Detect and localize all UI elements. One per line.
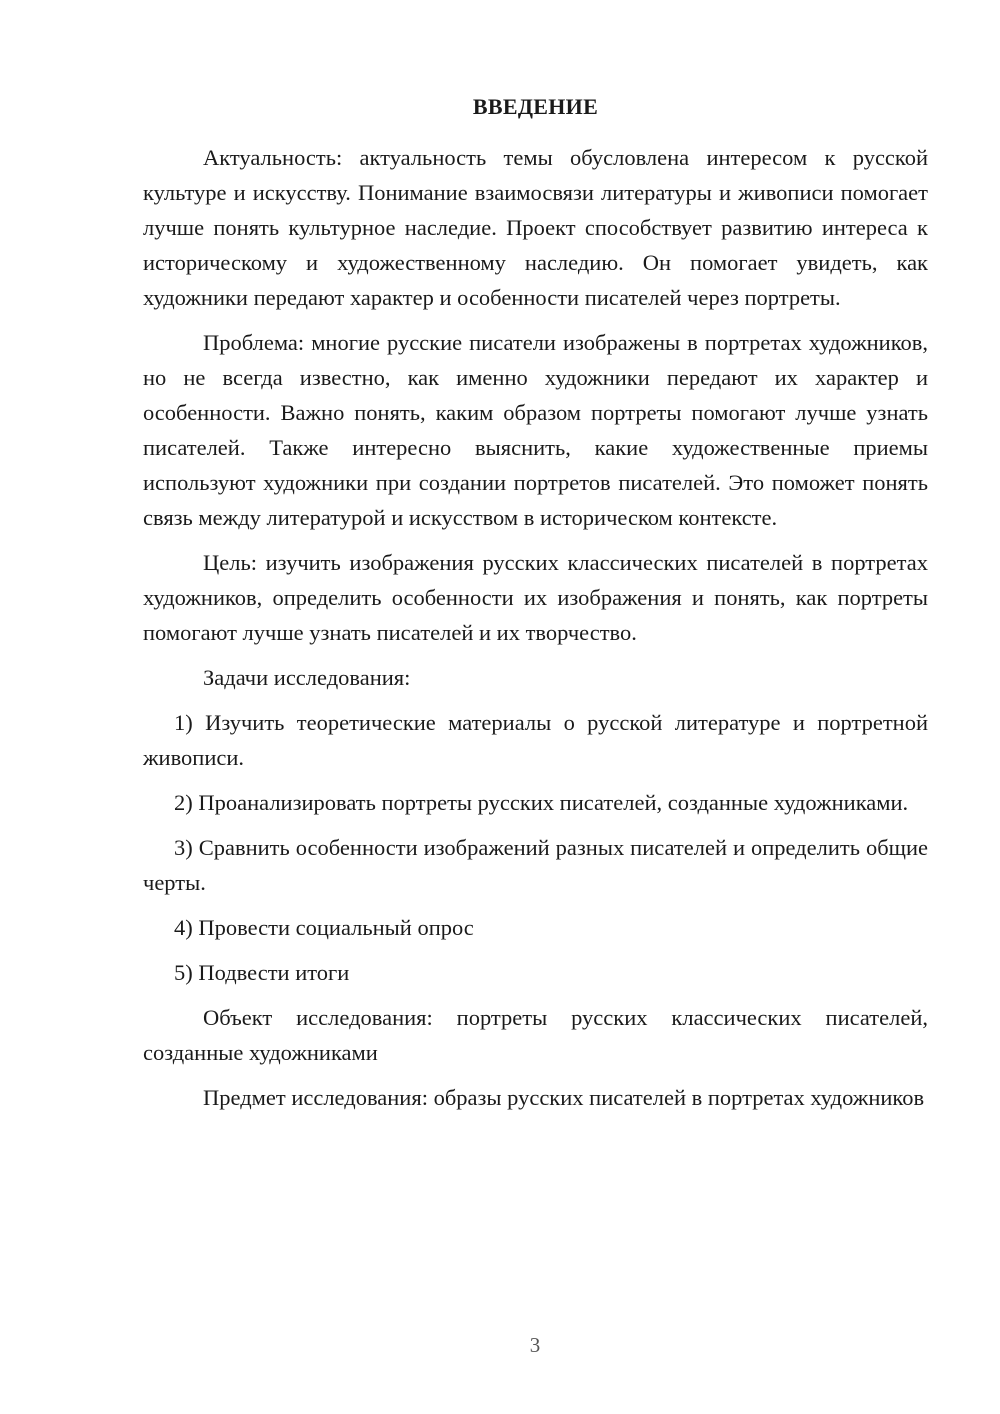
list-item: 4) Провести социальный опрос xyxy=(174,915,474,940)
section-title: ВВЕДЕНИЕ xyxy=(472,94,599,119)
list-item: 3) Сравнить особенности изображений разных писателей и определить общие черты. xyxy=(143,835,928,895)
document-page xyxy=(143,94,928,1115)
paragraph-object: Объект исследования: портреты русских классических писателей, созданные художниками xyxy=(143,1005,928,1065)
list-item: 1) Изучить теоретические материалы о русской литературе и портретной живописи. xyxy=(143,710,928,770)
paragraph-goal: Цель: изучить изображения русских классических писателей в портретах художников, определить особенности их изображения и понять, как портреты помогают лучше узнать писателей и их творчество. xyxy=(143,550,928,645)
list-item: 2) Проанализировать портреты русских писателей, созданные художниками. xyxy=(174,790,909,815)
tasks-heading: Задачи исследования: xyxy=(203,665,411,690)
paragraph-subject: Предмет исследования: образы русских писателей в портретах художников xyxy=(203,1085,925,1110)
paragraph-relevance: Актуальность: актуальность темы обусловлена интересом к русской культуре и искусству. Понимание взаимосвязи литературы и живописи помогает лучше понять культурное наследие. Проект способствует развитию интереса к историческому и художественному наследию. Он помогает увидеть, как художники передают характер и особенности писателей через портреты. xyxy=(143,145,928,310)
list-item: 5) Подвести итоги xyxy=(174,960,350,985)
paragraph-problem: Проблема: многие русские писатели изображены в портретах художников, но не всегда известно, как именно художники передают их характер и особенности. Важно понять, каким образом портреты помогают лучше узнать писателей. Также интересно выяснить, какие художественные приемы используют художники при создании портретов писателей. Это поможет понять связь между литературой и искусством в историческом контексте. xyxy=(143,330,928,530)
page-number: 3 xyxy=(529,1333,541,1357)
